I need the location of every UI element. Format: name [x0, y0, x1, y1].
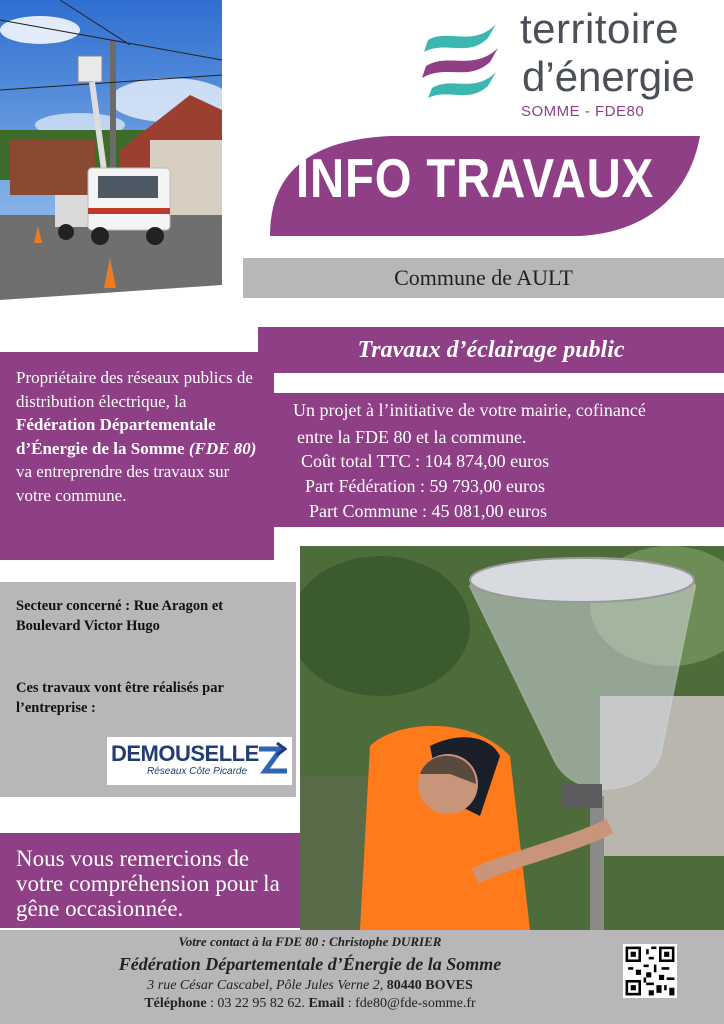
cost-line2: entre la FDE 80 et la commune. [297, 427, 527, 447]
thanks-line2: votre compréhension pour la [16, 871, 280, 896]
owner-text-a: Propriétaire des réseaux publics de distribution électrique, la [16, 368, 253, 411]
cost-federation: Part Fédération : 59 793,00 euros [305, 476, 545, 496]
cost-box [268, 393, 724, 527]
photo-utility-truck [0, 0, 222, 300]
cost-commune: Part Commune : 45 081,00 euros [309, 501, 547, 521]
thanks-line1: Nous vous remercions de [16, 846, 250, 871]
commune-bar [243, 258, 724, 298]
thanks-box [0, 833, 350, 928]
sector-line1: Secteur concerné : Rue Aragon et [16, 598, 224, 614]
owner-federation-name: Fédération Départementale d’Énergie de la Somme [16, 415, 216, 458]
banner-title: INFO TRAVAUX [295, 147, 655, 209]
footer-address: 3 rue César Cascabel, Pôle Jules Verne 2, [147, 978, 387, 993]
footer-org: Fédération Départementale d’Énergie de la Somme [118, 954, 502, 974]
contractor-intro2: l’entreprise : [16, 700, 96, 716]
contractor-name: DEMOUSELLE [111, 741, 259, 766]
demouselle-mark-icon [257, 741, 289, 779]
works-title: Travaux d’éclairage public [357, 336, 625, 363]
qr-code-icon [623, 944, 677, 998]
works-title-bar [258, 327, 724, 373]
owner-paragraph [0, 352, 274, 560]
cost-total: Coût total TTC : 104 874,00 euros [301, 451, 550, 471]
commune-label: Commune de AULT [394, 265, 573, 290]
logo-subtitle: SOMME - FDE80 [521, 103, 645, 120]
footer-phone-label: Téléphone [144, 996, 207, 1011]
footer-contact: Votre contact à la FDE 80 : Christophe DURIER [178, 934, 442, 949]
photo-street-lamp [300, 546, 724, 930]
sector-line2: Boulevard Victor Hugo [16, 618, 160, 634]
footer-email-label: Email [308, 996, 345, 1011]
logo-line1: territoire [520, 5, 680, 52]
qr-code[interactable] [623, 944, 677, 998]
footer-phone[interactable]: : 03 22 95 82 62. [206, 996, 309, 1011]
logo-line2: d’énergie [522, 53, 695, 100]
contractor-intro1: Ces travaux vont être réalisés par [16, 680, 224, 696]
cost-line1: Un projet à l’initiative de votre mairie, cofinancé [293, 400, 646, 420]
owner-text-b: va entreprendre des travaux sur votre commune. [16, 462, 230, 505]
footer-email[interactable]: : fde80@fde-somme.fr [344, 996, 476, 1011]
demouselle-logo [107, 737, 292, 785]
footer-city: 80440 BOVES [386, 978, 473, 993]
footer [0, 930, 724, 1024]
territoire-energie-logo-icon [418, 18, 502, 102]
thanks-line3: gêne occasionnée. [16, 896, 184, 921]
owner-abbrev: (FDE 80) [188, 438, 257, 458]
contractor-tagline: Réseaux Côte Picarde [147, 766, 248, 777]
